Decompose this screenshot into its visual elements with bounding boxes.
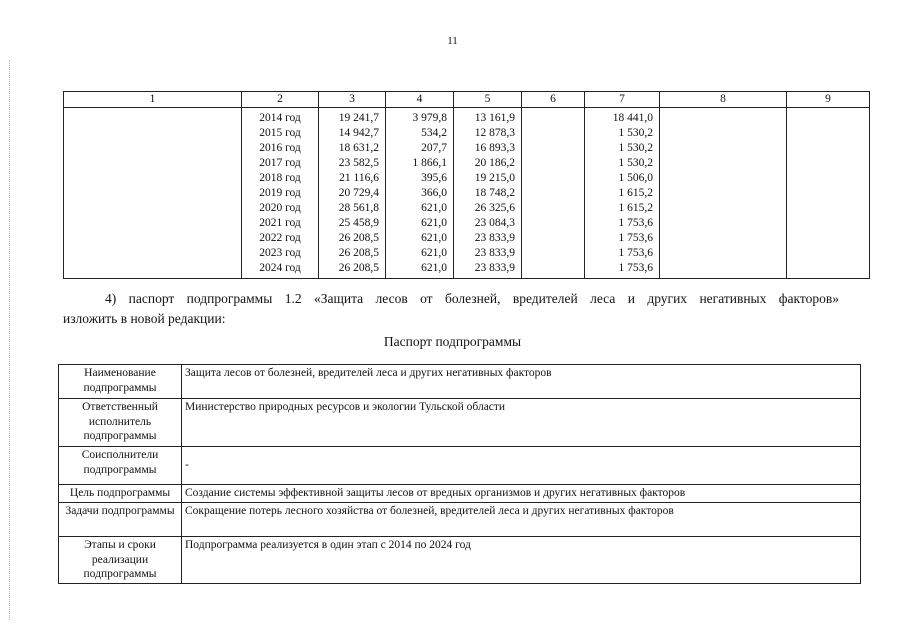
- header-cell: 2: [242, 92, 319, 108]
- passport-row: [59, 399, 861, 447]
- table-cell-value: 1 615,2: [618, 187, 653, 199]
- budget-table-header: [64, 92, 870, 108]
- table-cell-value: 2023 год: [259, 247, 301, 259]
- table-cell-value: 20 186,2: [474, 157, 515, 169]
- passport-label: Наименование подпрограммы: [59, 365, 182, 399]
- passport-label: Ответственный исполнитель подпрограммы: [59, 399, 182, 447]
- header-cell: 7: [585, 92, 660, 108]
- table-cell-value: 395,6: [421, 172, 447, 184]
- table-cell-value: 23 084,3: [474, 217, 515, 229]
- table-cell-value: 621,0: [421, 217, 447, 229]
- table-cell-value: 366,0: [421, 187, 447, 199]
- table-cell-value: 1 530,2: [618, 127, 653, 139]
- table-cell-value: 1 753,6: [618, 262, 653, 274]
- table-cell-value: 18 631,2: [338, 142, 379, 154]
- header-cell: 3: [319, 92, 386, 108]
- passport-label: Соисполнители подпрограммы: [59, 447, 182, 485]
- table-cell-value: 2020 год: [259, 202, 301, 214]
- passport-title: Паспорт подпрограммы: [383, 334, 522, 349]
- header-cell: 9: [787, 92, 870, 108]
- passport-label: Цель подпрограммы: [59, 485, 182, 503]
- passport-value: -: [182, 447, 861, 485]
- table-cell-value: 3 979,8: [412, 112, 447, 124]
- passport-value: Подпрограмма реализуется в один этап с 2014 по 2024 год: [182, 537, 861, 584]
- table-cell-value: 2019 год: [259, 187, 301, 199]
- passport-row: [59, 537, 861, 584]
- col-7-values: [585, 108, 660, 279]
- paragraph-line: 4) паспорт подпрограммы 1.2 «Защита лесов от болезней, вредителей леса и других негативных факторов»: [105, 291, 839, 306]
- budget-table-body: [64, 108, 870, 279]
- paragraph-line: изложить в новой редакции:: [63, 311, 226, 326]
- table-cell-value: 1 506,0: [618, 172, 653, 184]
- col-2-years: [242, 108, 319, 279]
- table-cell-value: 23 833,9: [474, 232, 515, 244]
- table-cell-value: 25 458,9: [338, 217, 379, 229]
- passport-table: [58, 364, 861, 584]
- table-cell-value: 2021 год: [259, 217, 301, 229]
- table-cell-value: 16 893,3: [474, 142, 515, 154]
- table-cell-value: 18 441,0: [612, 112, 653, 124]
- passport-value: Создание системы эффективной защиты лесов от вредных организмов и других негативных факторов: [182, 485, 861, 503]
- table-cell-value: 14 942,7: [338, 127, 379, 139]
- col-6-cell: [522, 108, 585, 279]
- table-cell-value: 2014 год: [259, 112, 301, 124]
- passport-value: Защита лесов от болезней, вредителей леса и других негативных факторов: [182, 365, 861, 399]
- table-cell-value: 207,7: [421, 142, 447, 154]
- table-cell-value: 534,2: [421, 127, 447, 139]
- passport-label: Этапы и сроки реализации подпрограммы: [59, 537, 182, 584]
- table-cell-value: 2016 год: [259, 142, 301, 154]
- table-cell-value: 19 215,0: [474, 172, 515, 184]
- table-cell-value: 1 753,6: [618, 232, 653, 244]
- col-9-cell: [787, 108, 870, 279]
- col-3-values: [319, 108, 386, 279]
- header-cell: 4: [386, 92, 454, 108]
- header-cell: 6: [522, 92, 585, 108]
- table-cell-value: 21 116,6: [339, 172, 379, 184]
- table-cell-value: 20 729,4: [338, 187, 379, 199]
- table-cell-value: 23 582,5: [338, 157, 379, 169]
- table-cell-value: 1 530,2: [618, 142, 653, 154]
- col-8-cell: [660, 108, 787, 279]
- table-cell-value: 2015 год: [259, 127, 301, 139]
- page-number: 11: [447, 35, 458, 47]
- table-cell-value: 2017 год: [259, 157, 301, 169]
- table-cell-value: 1 866,1: [412, 157, 447, 169]
- passport-row: [59, 447, 861, 485]
- passport-row: [59, 485, 861, 503]
- budget-table: [63, 91, 870, 279]
- table-cell-value: 28 561,8: [338, 202, 379, 214]
- table-cell-value: 621,0: [421, 232, 447, 244]
- header-cell: 8: [660, 92, 787, 108]
- passport-row: [59, 365, 861, 399]
- col-4-values: [386, 108, 454, 279]
- table-cell-value: 26 325,6: [474, 202, 515, 214]
- table-cell-value: 2024 год: [259, 262, 301, 274]
- table-cell-value: 23 833,9: [474, 262, 515, 274]
- table-cell-value: 2018 год: [259, 172, 301, 184]
- table-cell-value: 26 208,5: [338, 262, 379, 274]
- table-cell-value: 2022 год: [259, 232, 301, 244]
- table-cell-value: 26 208,5: [338, 247, 379, 259]
- table-cell-value: 1 615,2: [618, 202, 653, 214]
- table-cell-value: 1 753,6: [618, 217, 653, 229]
- amendment-paragraph: [63, 289, 839, 329]
- col-1-cell: [64, 108, 242, 279]
- table-cell-value: 1 530,2: [618, 157, 653, 169]
- col-5-values: [454, 108, 522, 279]
- table-cell-value: 26 208,5: [338, 232, 379, 244]
- table-cell-value: 19 241,7: [338, 112, 379, 124]
- table-cell-value: 23 833,9: [474, 247, 515, 259]
- passport-value: Министерство природных ресурсов и экологии Тульской области: [182, 399, 861, 447]
- table-cell-value: 12 878,3: [474, 127, 515, 139]
- table-cell-value: 621,0: [421, 202, 447, 214]
- table-cell-value: 621,0: [421, 247, 447, 259]
- table-cell-value: 18 748,2: [474, 187, 515, 199]
- header-cell: 1: [64, 92, 242, 108]
- header-cell: 5: [454, 92, 522, 108]
- passport-label: Задачи подпрограммы: [59, 503, 182, 537]
- table-cell-value: 1 753,6: [618, 247, 653, 259]
- passport-value: Сокращение потерь лесного хозяйства от болезней, вредителей леса и других негативных факторов: [182, 503, 861, 537]
- table-cell-value: 621,0: [421, 262, 447, 274]
- passport-row: [59, 503, 861, 537]
- table-cell-value: 13 161,9: [474, 112, 515, 124]
